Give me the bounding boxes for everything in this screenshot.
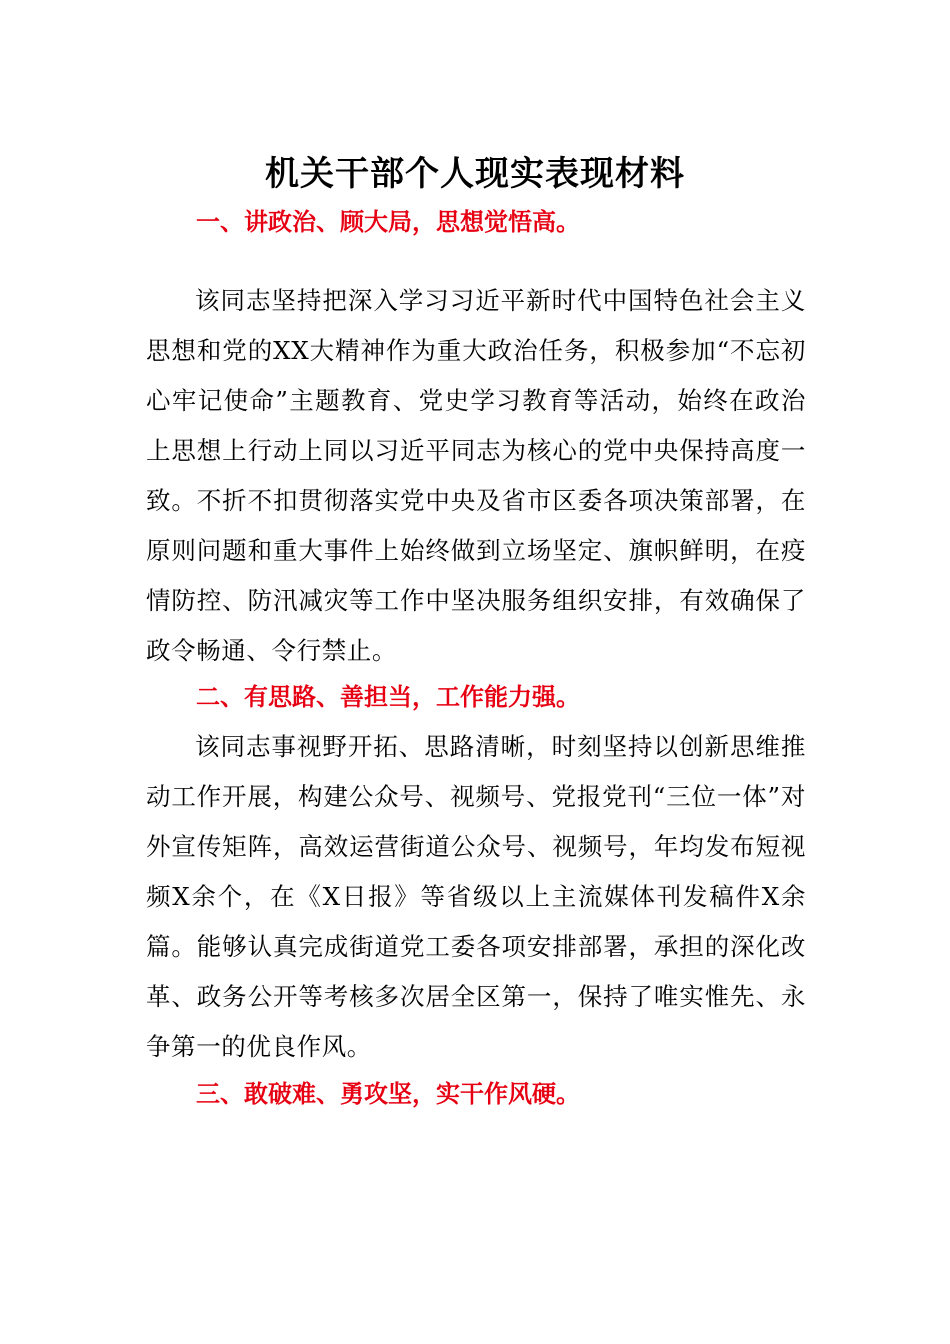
section-heading-1: 一、讲政治、顾大局，思想觉悟高。 <box>196 208 580 236</box>
section-heading-3: 三、敢破难、勇攻坚，实干作风硬。 <box>196 1080 580 1108</box>
section-paragraph-2: 该同志事视野开拓、思路清晰，时刻坚持以创新思维推动工作开展，构建公众号、视频号、党报党刊“三位一体”对外宣传矩阵，高效运营街道公众号、视频号，年均发布短视频X余个，在《X日报》等省级以上主流媒体刊发稿件X余篇。能够认真完成街道党工委各项安排部署，承担的深化改革、政务公开等考核多次居全区第一，保持了唯实惟先、永争第一的优良作风。 <box>146 732 806 1061</box>
document-title: 机关干部个人现实表现材料 <box>265 154 685 194</box>
section-paragraph-1: 该同志坚持把深入学习习近平新时代中国特色社会主义思想和党的XX大精神作为重大政治任务，积极参加“不忘初心牢记使命”主题教育、党史学习教育等活动，始终在政治上思想上行动上同以习近平同志为核心的党中央保持高度一致。不折不扣贯彻落实党中央及省市区委各项决策部署，在原则问题和重大事件上始终做到立场坚定、旗帜鲜明，在疫情防控、防汛减灾等工作中坚决服务组织安排，有效确保了政令畅通、令行禁止。 <box>146 286 806 665</box>
section-heading-2: 二、有思路、善担当，工作能力强。 <box>196 683 580 711</box>
